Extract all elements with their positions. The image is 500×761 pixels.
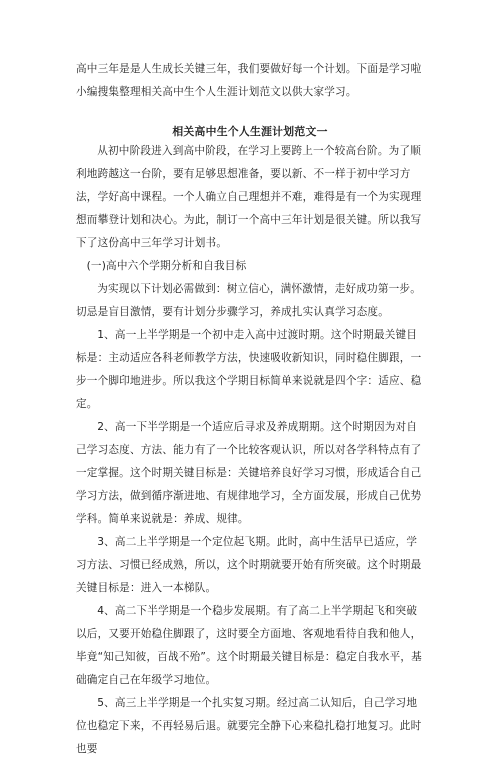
intro-section	[76, 58, 424, 104]
body-paragraph: 为实现以下计划必需做到：树立信心，满怀激情，走好成功第一步。切忌是盲目激情，要有计划分步骤学习，养成扎实认真学习态度。	[76, 283, 421, 318]
intro-paragraph: 高中三年是是人生成长关键三年，我们要做好每一个计划。下面是学习啦小编搜集整理相关高中生个人生涯计划范文以供大家学习。	[76, 63, 422, 98]
body-paragraph: 5、高三上半学期是一个扎实复习期。经过高二认知后，自己学习地位也稳定下来，不再轻易后退。就要完全静下心来稳扎稳打地复习。此时也要	[76, 697, 422, 755]
body-paragraph: 4、高二下半学期是一个稳步发展期。有了高二上半学期起飞和突破以后，又要开始稳住脚跟了，这时要全方面地、客观地看待自我和他人，毕竟“知己知彼，百战不殆”。这个时期最关键目标是：稳定自我水平，基础确定自己在年级学习地位。	[76, 605, 422, 686]
body-paragraph: 3、高二上半学期是一个定位起飞期。此时，高中生活早已适应，学习方法、习惯已经成熟，所以，这个时期就要开始有所突破。这个时期最关键目标是：进入一本梯队。	[76, 536, 422, 594]
document-title: 相关高中生个人生涯计划范文一	[172, 125, 328, 138]
document-body	[76, 140, 424, 761]
section-heading: (一)高中六个学期分析和自我目标	[86, 260, 247, 272]
body-paragraph: 2、高一下半学期是一个适应后寻求及养成期期。这个时期因为对自己学习态度、方法、能力有了一个比较客观认识，所以对各学科特点有了一定掌握。这个时期关键目标是：关键培养良好学习习惯，形成适合自己学习方法，做到循序渐进地、有规律地学习，全方面发展，形成自己优势学科。简单来说就是：养成、规律。	[76, 421, 422, 525]
body-paragraph: 从初中阶段进入到高中阶段，在学习上要跨上一个较高台阶。为了顺利地跨越这一台阶，要有足够思想准备，要以新、不一样于初中学习方法，学好高中课程。一个人确立自己理想并不难，难得是有一个为实现理想而攀登计划和决心。为此，制订一个高中三年计划是很关键。所以我写下了这份高中三年学习计划书。	[76, 145, 422, 249]
body-paragraph: 1、高一上半学期是一个初中走入高中过渡时期。这个时期最关键目标是：主动适应各科老师教学方法，快速吸收新知识，同时稳住脚跟，一步一个脚印地进步。所以我这个学期目标简单来说就是四个字：适应、稳定。	[76, 329, 422, 410]
